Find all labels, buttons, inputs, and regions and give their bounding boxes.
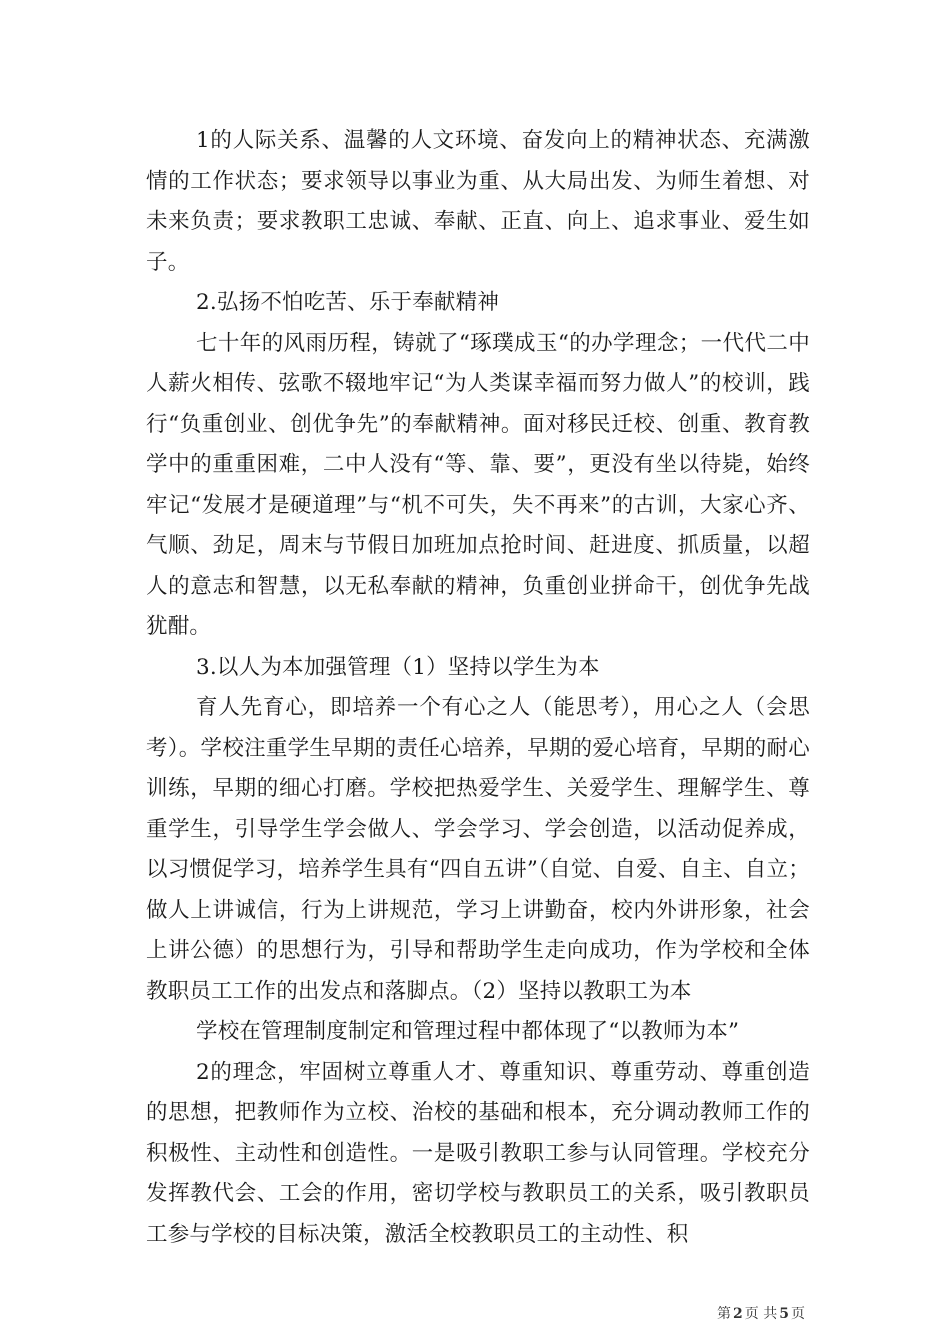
footer-suffix: 页	[791, 1306, 805, 1322]
paragraph-3: 育人先育心，即培养一个有心之人（能思考），用心之人（会思考）。学校注重学生早期的责任心培养，早期的爱心培育，早期的耐心训练，早期的细心打磨。学校把热爱学生、关爱学生、理解学生、尊重学生，引导学生学会做人、学会学习、学会创造，以活动促养成，以习惯促学习，培养学生具有“四自五讲”（自觉、自爱、自主、自立；做人上讲诚信，行为上讲规范，学习上讲勤奋，校内外讲形象，社会上讲公德）的思想行为，引导和帮助学生走向成功，作为学校和全体教职员工工作的出发点和落脚点。（2）坚持以教职工为本	[146, 695, 810, 1004]
footer-middle: 页 共	[744, 1306, 778, 1322]
paragraph-2: 七十年的风雨历程，铸就了“琢璞成玉“的办学理念；一代代二中人薪火相传、弦歌不辍地牢记“为人类谋幸福而努力做人”的校训，践行“负重创业、创优争先”的奉献精神。面对移民迁校、创重、教育教学中的重重困难，二中人没有“等、靠、要”，更没有坐以待毙，始终牢记“发展才是硬道理”与“机不可失，失不再来”的古训，大家心齐、气顺、劲足，周末与节假日加班加点抢时间、赶进度、抓质量，以超人的意志和智慧，以无私奉献的精神，负重创业拼命干，创优争先战犹酣。	[146, 330, 810, 639]
heading-2-dedication: 2.弘扬不怕吃苦、乐于奉献精神	[196, 290, 500, 315]
footer-prefix: 第	[717, 1306, 732, 1322]
document-body	[146, 121, 810, 1255]
page-footer	[717, 1305, 805, 1323]
paragraph-1: 1的人际关系、温馨的人文环境、奋发向上的精神状态、充满激情的工作状态；要求领导以事业为重、从大局出发、为师生着想、对未来负责；要求教职工忠诚、奉献、正直、向上、追求事业、爱生如子。	[146, 128, 810, 275]
paragraph-4: 学校在管理制度制定和管理过程中都体现了“以教师为本”	[196, 1019, 740, 1044]
paragraph-5: 2的理念，牢固树立尊重人才、尊重知识、尊重劳动、尊重创造的思想，把教师作为立校、治校的基础和根本，充分调动教师工作的积极性、主动性和创造性。一是吸引教职工参与认同管理。学校充分发挥教代会、工会的作用，密切学校与教职员工的关系，吸引教职员工参与学校的目标决策，激活全校教职员工的主动性、积	[146, 1059, 810, 1247]
current-page-number: 2	[733, 1306, 743, 1322]
total-page-number: 5	[779, 1306, 789, 1322]
heading-3-people-oriented: 3.以人为本加强管理（1）坚持以学生为本	[196, 654, 600, 680]
